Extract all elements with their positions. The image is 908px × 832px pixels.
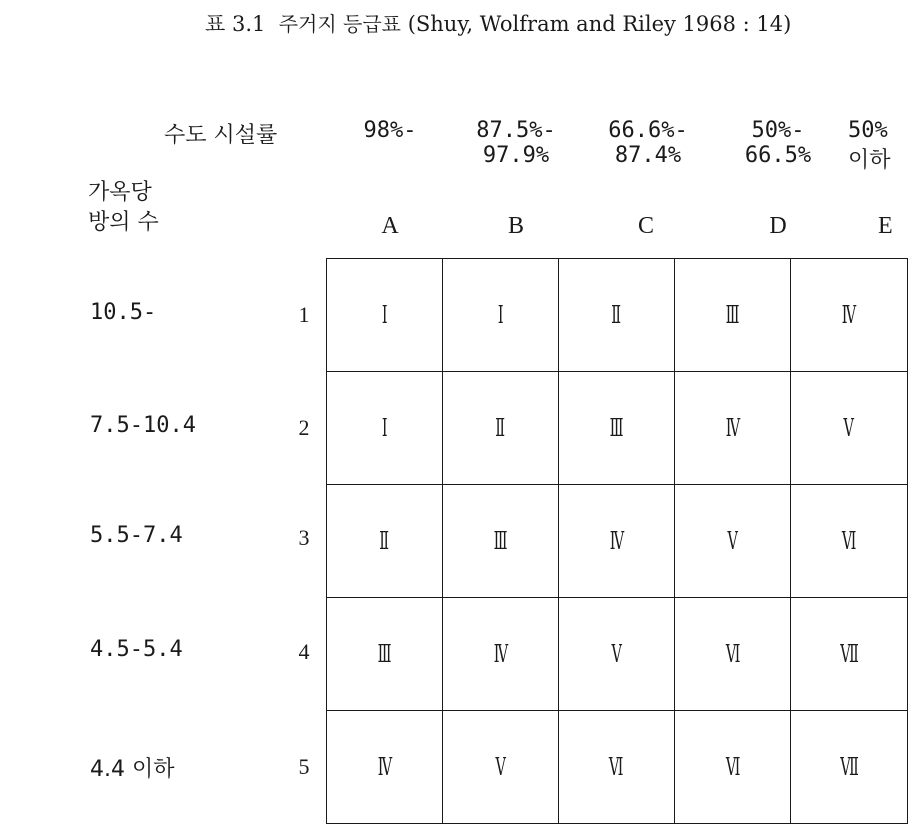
row-3-range: 5.5-7.4 bbox=[90, 523, 183, 548]
table-row bbox=[327, 598, 908, 711]
grade-cell: Ⅲ bbox=[559, 372, 675, 485]
row-3-number: 3 bbox=[298, 525, 310, 550]
col-d-ratio: 50%- 66.5% bbox=[744, 118, 812, 168]
grade-cell: Ⅱ bbox=[559, 259, 675, 372]
grade-cell: Ⅵ bbox=[675, 711, 791, 824]
col-letter-c: C bbox=[637, 213, 654, 239]
caption-source: (Shuy, Wolfram and Riley 1968 : 14) bbox=[407, 12, 792, 36]
grade-cell: Ⅳ bbox=[559, 485, 675, 598]
grade-cell: Ⅴ bbox=[443, 711, 559, 824]
grade-cell: Ⅴ bbox=[791, 372, 908, 485]
row-4-range: 4.5-5.4 bbox=[90, 637, 183, 662]
table-caption bbox=[205, 8, 791, 38]
water-supply-label: 수도 시설률 bbox=[164, 123, 278, 148]
grade-cell: Ⅲ bbox=[443, 485, 559, 598]
grade-cell: Ⅳ bbox=[443, 598, 559, 711]
grade-cell: Ⅱ bbox=[327, 485, 443, 598]
grade-cell: Ⅵ bbox=[559, 711, 675, 824]
grade-cell: Ⅳ bbox=[327, 711, 443, 824]
caption-number: 표 3.1 bbox=[205, 12, 266, 36]
table-row bbox=[327, 485, 908, 598]
row-5-range: 4.4 이하 bbox=[90, 757, 175, 782]
table-row bbox=[327, 259, 908, 372]
grade-cell: Ⅰ bbox=[327, 372, 443, 485]
row-2-range: 7.5-10.4 bbox=[90, 413, 196, 438]
table-row bbox=[327, 372, 908, 485]
grade-cell: Ⅴ bbox=[675, 485, 791, 598]
caption-title: 주거지 등급표 bbox=[278, 12, 401, 36]
grade-cell: Ⅰ bbox=[443, 259, 559, 372]
grade-cell: Ⅳ bbox=[791, 259, 908, 372]
grade-cell: Ⅶ bbox=[791, 598, 908, 711]
col-letter-a: A bbox=[381, 213, 399, 239]
grade-cell: Ⅶ bbox=[791, 711, 908, 824]
grade-cell: Ⅱ bbox=[443, 372, 559, 485]
grade-cell: Ⅲ bbox=[675, 259, 791, 372]
col-b-ratio: 87.5%- 97.9% bbox=[476, 118, 556, 168]
grade-cell: Ⅵ bbox=[791, 485, 908, 598]
grade-cell: Ⅰ bbox=[327, 259, 443, 372]
row-2-number: 2 bbox=[298, 415, 310, 440]
row-5-number: 5 bbox=[298, 754, 310, 779]
row-1-number: 1 bbox=[298, 302, 310, 327]
col-letter-b: B bbox=[507, 213, 524, 239]
grade-cell: Ⅵ bbox=[675, 598, 791, 711]
table-row bbox=[327, 711, 908, 824]
grade-cell: Ⅳ bbox=[675, 372, 791, 485]
col-a-ratio: 98%- bbox=[363, 118, 417, 143]
residence-grade-grid bbox=[326, 258, 908, 824]
rooms-per-house-label: 가옥당 방의 수 bbox=[88, 180, 159, 235]
row-1-range: 10.5- bbox=[90, 300, 157, 325]
grade-cell: Ⅲ bbox=[327, 598, 443, 711]
col-letter-e: E bbox=[878, 213, 893, 239]
col-e-ratio: 50% 이하 bbox=[848, 118, 891, 173]
col-c-ratio: 66.6%- 87.4% bbox=[608, 118, 688, 168]
row-4-number: 4 bbox=[298, 639, 310, 664]
grade-cell: Ⅴ bbox=[559, 598, 675, 711]
col-letter-d: D bbox=[769, 213, 787, 239]
